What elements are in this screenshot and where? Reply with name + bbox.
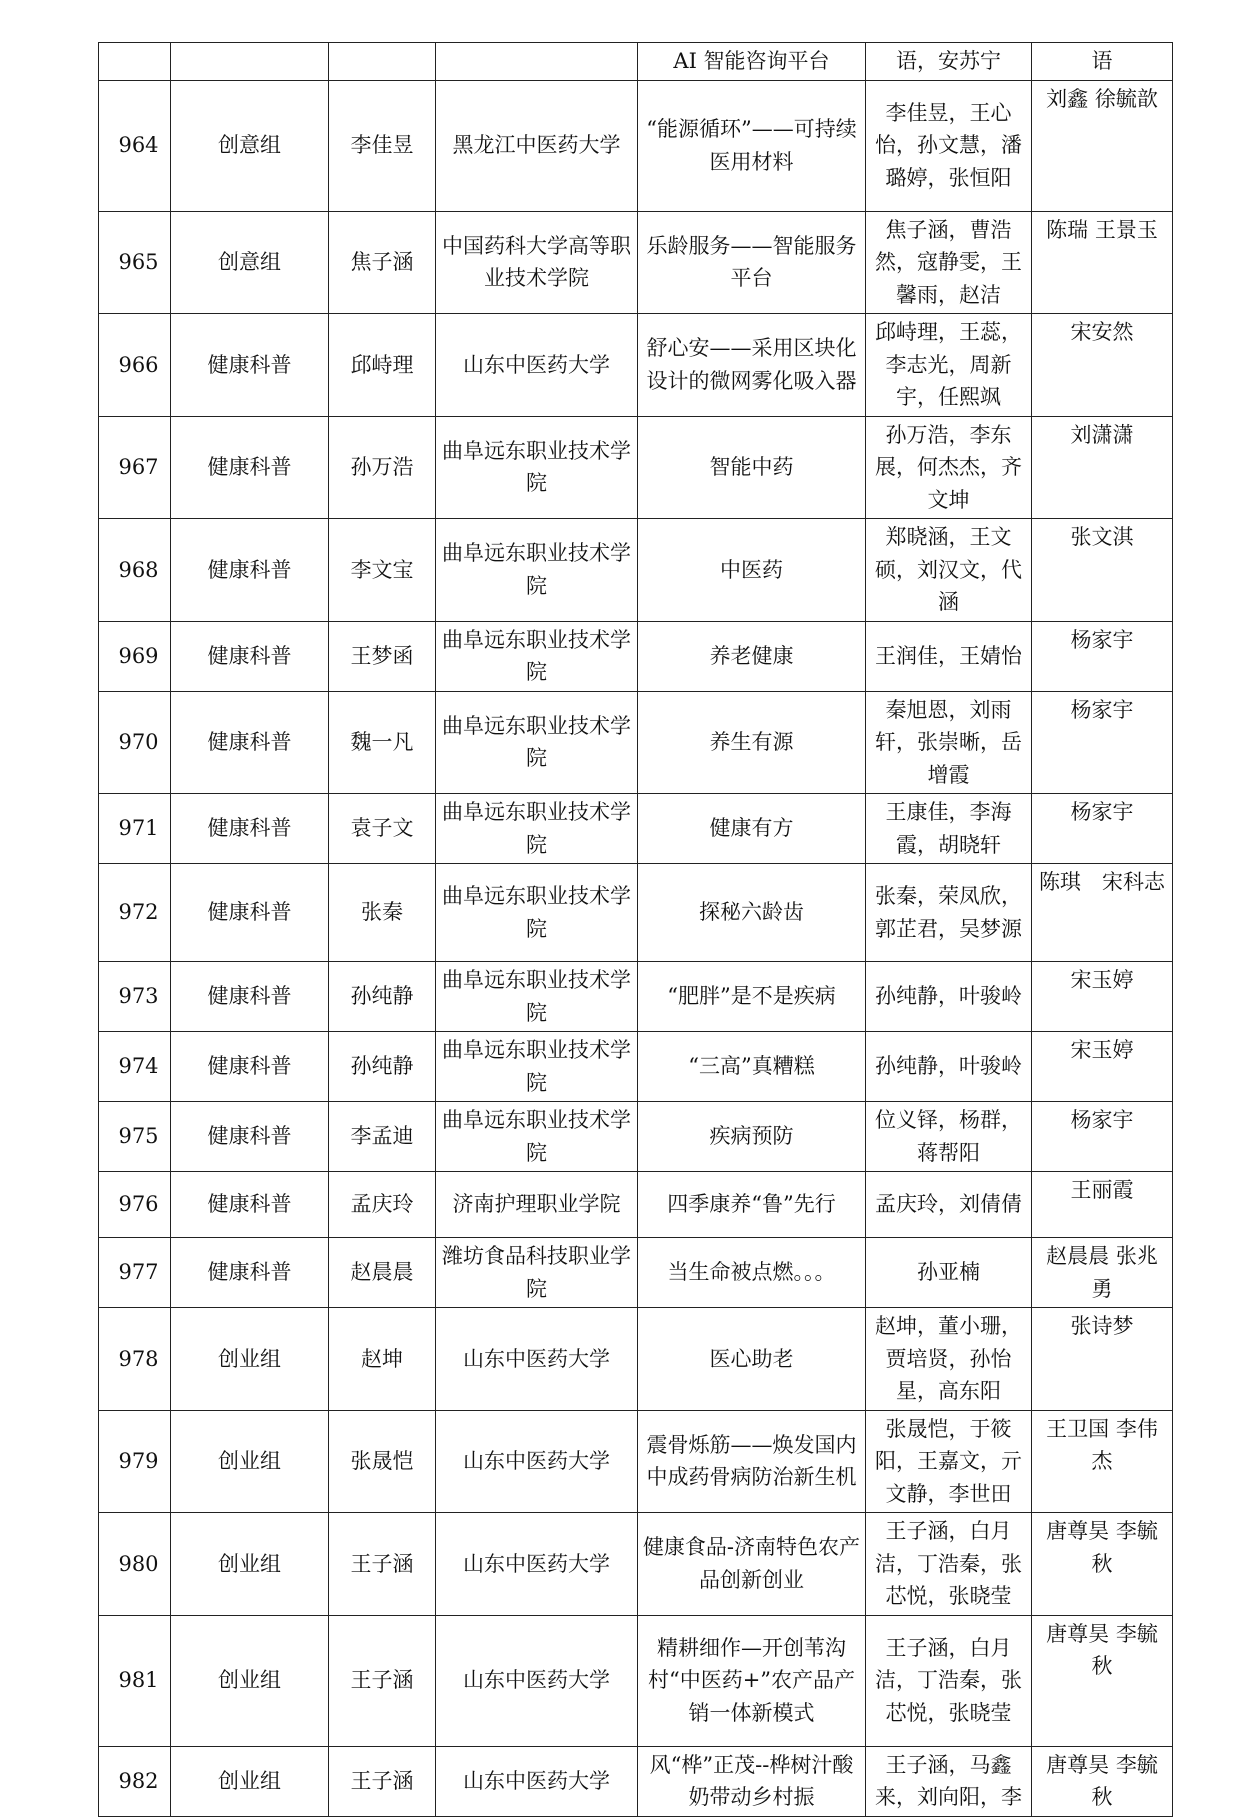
cell-advisor: 王卫国 李伟杰 — [1032, 1410, 1173, 1513]
cell-school: 山东中医药大学 — [436, 1513, 638, 1616]
cell-school: 曲阜远东职业技术学院 — [436, 621, 638, 691]
cell-no: 981 — [99, 1615, 171, 1746]
cell-leader: 赵坤 — [329, 1308, 436, 1411]
cell-group: 健康科普 — [171, 1238, 329, 1308]
cell-leader: 邱峙理 — [329, 314, 436, 417]
cell-school: 山东中医药大学 — [436, 1308, 638, 1411]
table-row — [99, 1238, 1173, 1308]
cell-advisor: 刘鑫 徐毓歆 — [1032, 80, 1173, 211]
cell-project: “肥胖”是不是疾病 — [638, 962, 866, 1032]
cell-group: 健康科普 — [171, 962, 329, 1032]
table-row — [99, 314, 1173, 417]
cell-leader: 李佳昱 — [329, 80, 436, 211]
cell-no: 969 — [99, 621, 171, 691]
cell-advisor: 语 — [1032, 43, 1173, 81]
cell-members: 王润佳，王婧怡 — [866, 621, 1032, 691]
cell-members: 郑晓涵，王文硕，刘汉文，代涵 — [866, 519, 1032, 622]
cell-school: 曲阜远东职业技术学院 — [436, 962, 638, 1032]
cell-project: “三高”真糟糕 — [638, 1032, 866, 1102]
cell-members: 王子涵，马鑫来，刘向阳，李 — [866, 1746, 1032, 1816]
cell-school: 济南护理职业学院 — [436, 1172, 638, 1238]
cell-members: 张晟恺，于筱阳，王嘉文，亓文静，李世田 — [866, 1410, 1032, 1513]
cell-advisor: 宋玉婷 — [1032, 1032, 1173, 1102]
cell-group: 健康科普 — [171, 314, 329, 417]
table-row — [99, 864, 1173, 962]
table-row — [99, 80, 1173, 211]
cell-leader: 张晟恺 — [329, 1410, 436, 1513]
cell-no: 979 — [99, 1410, 171, 1513]
cell-advisor: 陈琪 宋科志 — [1032, 864, 1173, 962]
cell-leader: 孙纯静 — [329, 1032, 436, 1102]
cell-school: 曲阜远东职业技术学院 — [436, 864, 638, 962]
cell-no: 967 — [99, 416, 171, 519]
cell-advisor: 唐尊昊 李毓秋 — [1032, 1615, 1173, 1746]
cell-school: 曲阜远东职业技术学院 — [436, 691, 638, 794]
cell-leader: 张秦 — [329, 864, 436, 962]
cell-advisor: 杨家宇 — [1032, 794, 1173, 864]
table-row — [99, 621, 1173, 691]
cell-school — [436, 43, 638, 81]
cell-project: 疾病预防 — [638, 1102, 866, 1172]
table-row — [99, 1746, 1173, 1816]
cell-project: 养老健康 — [638, 621, 866, 691]
table-row — [99, 1102, 1173, 1172]
table-row — [99, 519, 1173, 622]
cell-no: 968 — [99, 519, 171, 622]
table-row — [99, 1172, 1173, 1238]
cell-advisor: 宋安然 — [1032, 314, 1173, 417]
cell-no: 965 — [99, 211, 171, 314]
cell-members: 焦子涵，曹浩然，寇静雯，王馨雨，赵洁 — [866, 211, 1032, 314]
cell-advisor: 刘潇潇 — [1032, 416, 1173, 519]
table-row — [99, 962, 1173, 1032]
cell-advisor: 张文淇 — [1032, 519, 1173, 622]
cell-no: 974 — [99, 1032, 171, 1102]
cell-group: 健康科普 — [171, 691, 329, 794]
cell-school: 曲阜远东职业技术学院 — [436, 1032, 638, 1102]
cell-members: 张秦，荣凤欣，郭芷君，吴梦源 — [866, 864, 1032, 962]
cell-advisor: 陈瑞 王景玉 — [1032, 211, 1173, 314]
cell-advisor: 唐尊昊 李毓秋 — [1032, 1746, 1173, 1816]
cell-project: 乐龄服务——智能服务平台 — [638, 211, 866, 314]
cell-project: 舒心安——采用区块化设计的微网雾化吸入器 — [638, 314, 866, 417]
table-row — [99, 1513, 1173, 1616]
cell-school: 山东中医药大学 — [436, 1746, 638, 1816]
cell-members: 位义铎，杨群，蒋帮阳 — [866, 1102, 1032, 1172]
cell-group: 创意组 — [171, 80, 329, 211]
awards-table — [98, 42, 1173, 1817]
cell-group: 创意组 — [171, 211, 329, 314]
cell-project: 健康食品-济南特色农产品创新创业 — [638, 1513, 866, 1616]
table-row — [99, 211, 1173, 314]
cell-advisor: 唐尊昊 李毓秋 — [1032, 1513, 1173, 1616]
cell-no: 973 — [99, 962, 171, 1032]
cell-no: 977 — [99, 1238, 171, 1308]
cell-school: 山东中医药大学 — [436, 1615, 638, 1746]
cell-project: 医心助老 — [638, 1308, 866, 1411]
cell-school: 曲阜远东职业技术学院 — [436, 519, 638, 622]
cell-no: 982 — [99, 1746, 171, 1816]
cell-project: 震骨烁筋——焕发国内中成药骨病防治新生机 — [638, 1410, 866, 1513]
cell-school: 黑龙江中医药大学 — [436, 80, 638, 211]
cell-leader: 焦子涵 — [329, 211, 436, 314]
cell-school: 山东中医药大学 — [436, 1410, 638, 1513]
cell-leader: 魏一凡 — [329, 691, 436, 794]
cell-members: 秦旭恩，刘雨轩，张崇晰，岳增霞 — [866, 691, 1032, 794]
cell-leader: 孟庆玲 — [329, 1172, 436, 1238]
cell-advisor: 赵晨晨 张兆勇 — [1032, 1238, 1173, 1308]
cell-school: 曲阜远东职业技术学院 — [436, 794, 638, 864]
cell-members: 语，安苏宁 — [866, 43, 1032, 81]
cell-leader: 李孟迪 — [329, 1102, 436, 1172]
cell-group: 健康科普 — [171, 416, 329, 519]
cell-members: 邱峙理，王蕊，李志光，周新宇，任熙飒 — [866, 314, 1032, 417]
cell-leader: 王子涵 — [329, 1746, 436, 1816]
table-row — [99, 1308, 1173, 1411]
cell-group: 健康科普 — [171, 621, 329, 691]
table-row — [99, 794, 1173, 864]
cell-group: 创业组 — [171, 1513, 329, 1616]
cell-leader: 李文宝 — [329, 519, 436, 622]
cell-advisor: 杨家宇 — [1032, 691, 1173, 794]
cell-members: 孙亚楠 — [866, 1238, 1032, 1308]
cell-advisor: 王丽霞 — [1032, 1172, 1173, 1238]
cell-group: 健康科普 — [171, 519, 329, 622]
cell-members: 孟庆玲，刘倩倩 — [866, 1172, 1032, 1238]
cell-leader: 袁子文 — [329, 794, 436, 864]
cell-group: 健康科普 — [171, 1172, 329, 1238]
cell-no: 972 — [99, 864, 171, 962]
cell-leader: 王梦函 — [329, 621, 436, 691]
table-row — [99, 1410, 1173, 1513]
table-row — [99, 1032, 1173, 1102]
cell-school: 山东中医药大学 — [436, 314, 638, 417]
cell-group: 健康科普 — [171, 794, 329, 864]
cell-project: 四季康养“鲁”先行 — [638, 1172, 866, 1238]
cell-no: 980 — [99, 1513, 171, 1616]
cell-project: 精耕细作—开创苇沟村“中医药+”农产品产销一体新模式 — [638, 1615, 866, 1746]
cell-project: “能源循环”——可持续医用材料 — [638, 80, 866, 211]
cell-group: 健康科普 — [171, 864, 329, 962]
cell-group: 创业组 — [171, 1308, 329, 1411]
cell-group: 创业组 — [171, 1410, 329, 1513]
cell-no: 975 — [99, 1102, 171, 1172]
cell-project: 风“桦”正茂--桦树汁酸奶带动乡村振 — [638, 1746, 866, 1816]
table-row — [99, 416, 1173, 519]
cell-project: 中医药 — [638, 519, 866, 622]
cell-no: 978 — [99, 1308, 171, 1411]
cell-leader: 孙纯静 — [329, 962, 436, 1032]
cell-leader — [329, 43, 436, 81]
cell-leader: 王子涵 — [329, 1615, 436, 1746]
cell-members: 孙纯静，叶骏岭 — [866, 962, 1032, 1032]
cell-project: 养生有源 — [638, 691, 866, 794]
cell-no — [99, 43, 171, 81]
cell-no: 976 — [99, 1172, 171, 1238]
cell-group: 健康科普 — [171, 1032, 329, 1102]
cell-group: 创业组 — [171, 1746, 329, 1816]
cell-no: 964 — [99, 80, 171, 211]
cell-project: 当生命被点燃。。。 — [638, 1238, 866, 1308]
table-row — [99, 691, 1173, 794]
cell-group: 创业组 — [171, 1615, 329, 1746]
table-row — [99, 1615, 1173, 1746]
cell-project: 智能中药 — [638, 416, 866, 519]
cell-members: 李佳昱，王心怡，孙文慧，潘璐婷，张恒阳 — [866, 80, 1032, 211]
cell-leader: 王子涵 — [329, 1513, 436, 1616]
cell-project: AI 智能咨询平台 — [638, 43, 866, 81]
cell-members: 王子涵，白月洁，丁浩秦，张芯悦，张晓莹 — [866, 1513, 1032, 1616]
cell-members: 王子涵，白月洁，丁浩秦，张芯悦，张晓莹 — [866, 1615, 1032, 1746]
cell-members: 孙万浩，李东展，何杰杰，齐文坤 — [866, 416, 1032, 519]
cell-project: 探秘六龄齿 — [638, 864, 866, 962]
table-row-header-continuation — [99, 43, 1173, 81]
cell-advisor: 杨家宇 — [1032, 621, 1173, 691]
cell-members: 赵坤，董小珊，贾培贤，孙怡星，高东阳 — [866, 1308, 1032, 1411]
cell-advisor: 杨家宇 — [1032, 1102, 1173, 1172]
cell-members: 王康佳，李海霞，胡晓轩 — [866, 794, 1032, 864]
cell-group: 健康科普 — [171, 1102, 329, 1172]
cell-group — [171, 43, 329, 81]
cell-no: 971 — [99, 794, 171, 864]
cell-school: 曲阜远东职业技术学院 — [436, 1102, 638, 1172]
cell-no: 966 — [99, 314, 171, 417]
cell-advisor: 宋玉婷 — [1032, 962, 1173, 1032]
table-body — [99, 43, 1173, 1817]
cell-school: 曲阜远东职业技术学院 — [436, 416, 638, 519]
cell-project: 健康有方 — [638, 794, 866, 864]
cell-members: 孙纯静，叶骏岭 — [866, 1032, 1032, 1102]
cell-advisor: 张诗梦 — [1032, 1308, 1173, 1411]
cell-leader: 赵晨晨 — [329, 1238, 436, 1308]
cell-no: 970 — [99, 691, 171, 794]
cell-leader: 孙万浩 — [329, 416, 436, 519]
cell-school: 潍坊食品科技职业学院 — [436, 1238, 638, 1308]
cell-school: 中国药科大学高等职业技术学院 — [436, 211, 638, 314]
